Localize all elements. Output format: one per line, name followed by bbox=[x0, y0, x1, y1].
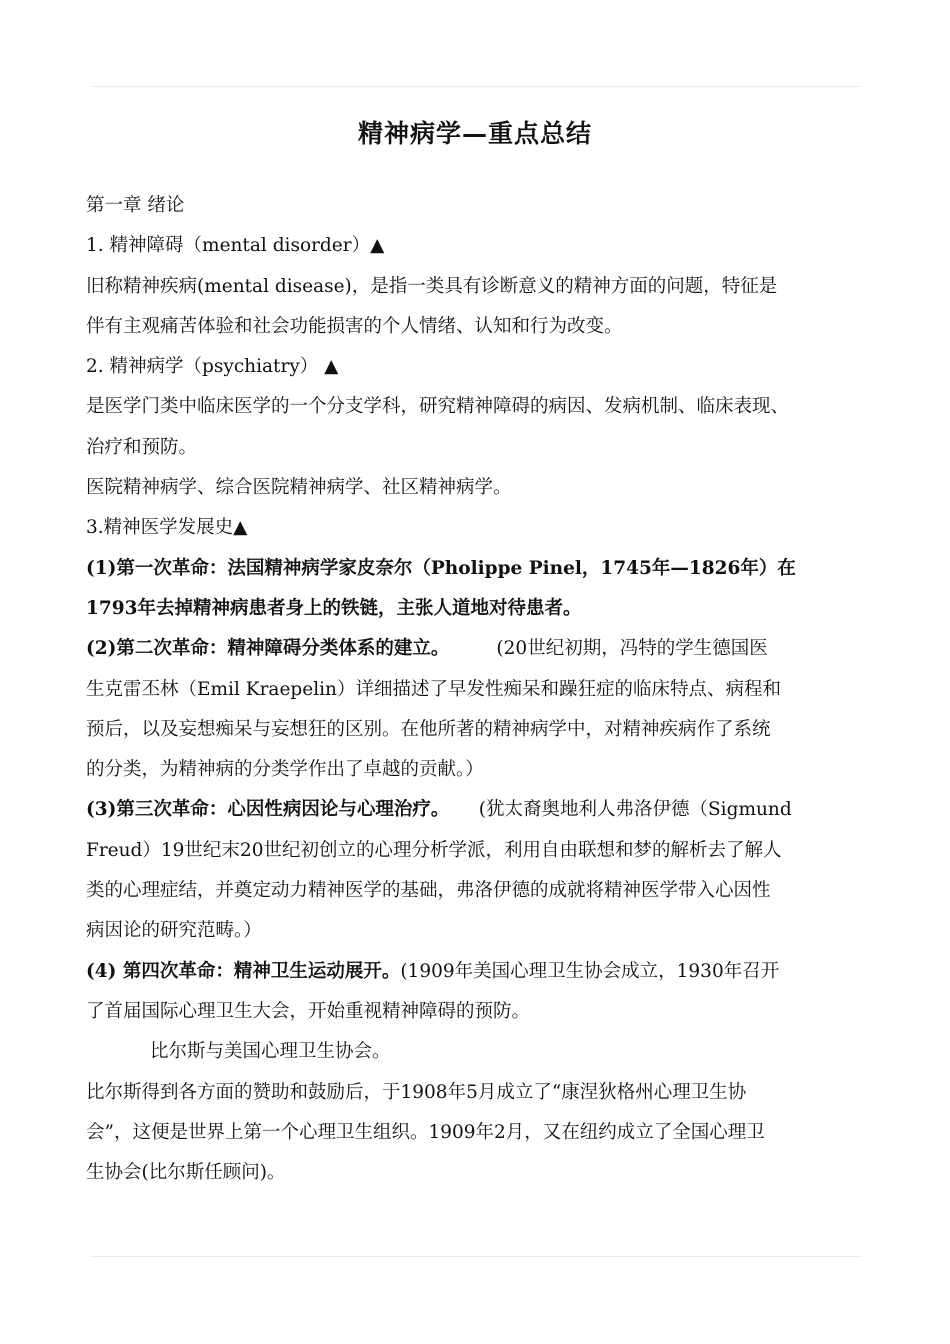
bottom-divider bbox=[90, 1256, 862, 1257]
paragraph-line: 了首届国际心理卫生大会，开始重视精神障碍的预防。 bbox=[86, 1000, 531, 1022]
paragraph-line: 类的心理症结，并奠定动力精神医学的基础，弗洛伊德的成就将精神医学带入心因性 bbox=[86, 880, 771, 902]
third-revolution-line bbox=[86, 790, 886, 830]
section-heading-mental-disorder: 1. 精神障碍（mental disorder）▲ bbox=[86, 235, 385, 257]
section-heading-psychiatry: 2. 精神病学（psychiatry） ▲ bbox=[86, 356, 339, 378]
paragraph-line: 旧称精神疾病(mental disease)，是指一类具有诊断意义的精神方面的问题，特征是 bbox=[86, 275, 778, 297]
document-body bbox=[86, 186, 886, 1193]
paragraph-line: 预后，以及妄想痴呆与妄想狂的区别。在他所著的精神病学中，对精神疾病作了系统 bbox=[86, 718, 771, 740]
paragraph-line: 伴有主观痛苦体验和社会功能损害的个人情绪、认知和行为改变。 bbox=[86, 315, 623, 337]
third-revolution-text: (犹太裔奥地利人弗洛伊德（Sigmund bbox=[449, 799, 792, 821]
paragraph-line: 医院精神病学、综合医院精神病学、社区精神病学。 bbox=[86, 477, 512, 499]
section-heading-history: 3.精神医学发展史▲ bbox=[86, 517, 248, 539]
paragraph-line: Freud）19世纪末20世纪初创立的心理分析学派，利用自由联想和梦的解析去了解人 bbox=[86, 839, 782, 861]
paragraph-line: 是医学门类中临床医学的一个分支学科，研究精神障碍的病因、发病机制、临床表现、 bbox=[86, 396, 790, 418]
top-divider bbox=[90, 86, 862, 87]
first-revolution-line: (1)第一次革命：法国精神病学家皮奈尔（Pholippe Pinel，1745年—1826年）在 bbox=[86, 557, 796, 579]
paragraph-line: 的分类，为精神病的分类学作出了卓越的贡献。） bbox=[86, 759, 484, 781]
paragraph-line: 治疗和预防。 bbox=[86, 436, 198, 458]
chapter-heading: 第一章 绪论 bbox=[86, 195, 185, 216]
third-revolution-heading: (3)第三次革命：心因性病因论与心理治疗。 bbox=[86, 799, 450, 821]
second-revolution-text: (20世纪初期，冯特的学生德国医 bbox=[449, 638, 768, 660]
paragraph-line: 生协会(比尔斯任顾问)。 bbox=[86, 1162, 286, 1184]
paragraph-line: 会”，这便是世界上第一个心理卫生组织。1909年2月，又在纽约成立了全国心理卫 bbox=[86, 1121, 765, 1143]
beers-subheading: 比尔斯与美国心理卫生协会。 bbox=[150, 1041, 391, 1063]
first-revolution-line: 1793年去掉精神病患者身上的铁链，主张人道地对待患者。 bbox=[86, 597, 582, 619]
second-revolution-heading: (2)第二次革命：精神障碍分类体系的建立。 bbox=[86, 638, 450, 660]
page-title: 精神病学—重点总结 bbox=[357, 119, 592, 148]
paragraph-line: 生克雷丕林（Emil Kraepelin）详细描述了早发性痴呆和躁狂症的临床特点、病程和 bbox=[86, 678, 781, 700]
second-revolution-line bbox=[86, 629, 886, 669]
fourth-revolution-line bbox=[86, 952, 886, 992]
paragraph-line: 病因论的研究范畴。） bbox=[86, 920, 262, 942]
paragraph-line: 比尔斯得到各方面的赞助和鼓励后，于1908年5月成立了“康涅狄格州心理卫生协 bbox=[86, 1081, 747, 1103]
fourth-revolution-heading: (4) 第四次革命：精神卫生运动展开。 bbox=[86, 960, 401, 982]
fourth-revolution-text: (1909年美国心理卫生协会成立，1930年召开 bbox=[400, 960, 780, 982]
